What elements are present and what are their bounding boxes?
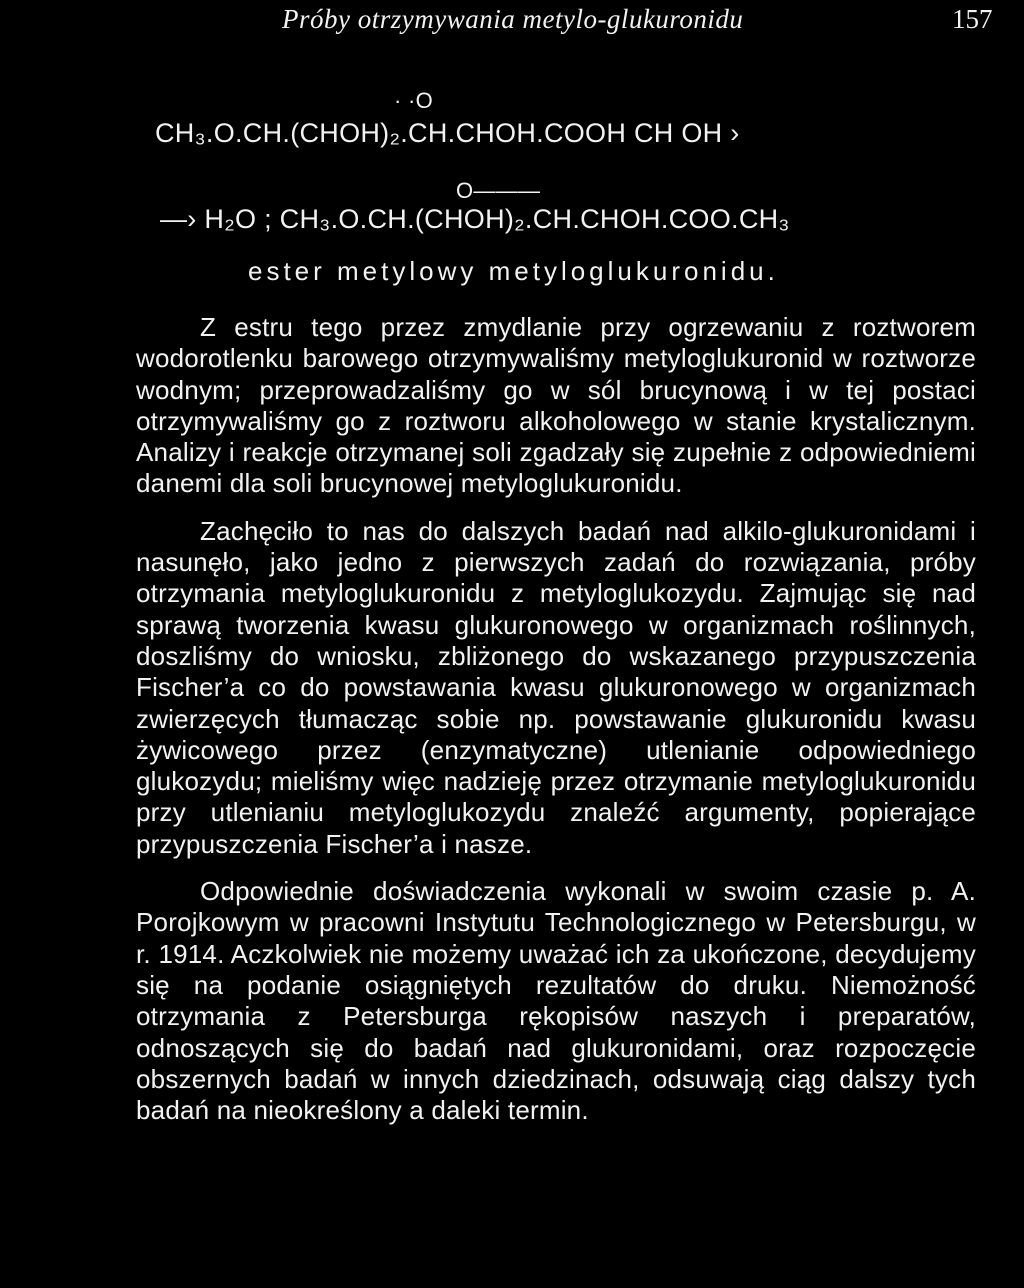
formula-top-mark: · ·O [394, 88, 434, 113]
body-text [136, 312, 976, 1126]
formula-line-1: CH₃.O.CH.(CHOH)₂.CH.CHOH.COOH CH OH › [155, 118, 740, 148]
paragraph-1: Z estru tego przez zmydlanie przy ogrzewaniu z roztworem wodorotlenku barowego otrzymywaliśmy metyloglukuronid w roztworze wodnym; przeprowadzaliśmy go w sól brucynową i w tej postaci otrzymywaliśmy go z roztworu alkoholowego w stanie krystalicznym. Analizy i reakcje otrzymanej soli zgadzały się zupełnie z odpowiedniemi danemi dla soli brucynowej metyloglukuronidu. [136, 312, 976, 499]
page-header [0, 2, 1024, 38]
formula-caption: ester metylowy metyloglukuronidu. [248, 256, 779, 286]
chemical-equation [0, 88, 1024, 288]
running-title: Próby otrzymywania metylo-glukuronidu [282, 4, 744, 34]
formula-line-2: —› H₂O ; CH₃.O.CH.(CHOH)₂.CH.CHOH.COO.CH₃ [160, 204, 790, 234]
formula-bridge: O——— [456, 178, 541, 203]
paragraph-3: Odpowiednie doświadczenia wykonali w swoim czasie p. A. Porojkowym w pracowni Instytutu Technologicznego w Petersburgu, w r. 1914. Aczkolwiek nie możemy uważać ich za ukończone, decydujemy się na podanie osiągniętych rezultatów do druku. Niemożność otrzymania z Petersburga rękopisów naszych i preparatów, odnoszących się do badań nad glukuronidami, oraz rozpoczęcie obszernych badań w innych dziedzinach, odsuwają ciąg dalszy tych badań na nieokreślony a daleki termin. [136, 876, 976, 1126]
paragraph-2: Zachęciło to nas do dalszych badań nad alkilo-glukuronidami i nasunęło, jako jedno z pierwszych zadań do rozwiązania, próby otrzymania metyloglukuronidu z metyloglukozydu. Zajmując się nad sprawą tworzenia kwasu glukuronowego w organizmach roślinnych, doszliśmy do wniosku, zbliżonego do wskazanego przypuszczenia Fischer’a co do powstawania kwasu glukuronowego w organizmach zwierzęcych tłumacząc sobie np. powstawanie glukuronidu kwasu żywicowego przez (enzymatyczne) utlenianie odpowiedniego glukozydu; mieliśmy więc nadzieję przez otrzymanie metyloglukuronidu przy utlenianiu metyloglukozydu znaleźć argumenty, popierające przypuszczenia Fischer’a i nasze. [136, 515, 976, 859]
page-number: 157 [952, 4, 993, 34]
